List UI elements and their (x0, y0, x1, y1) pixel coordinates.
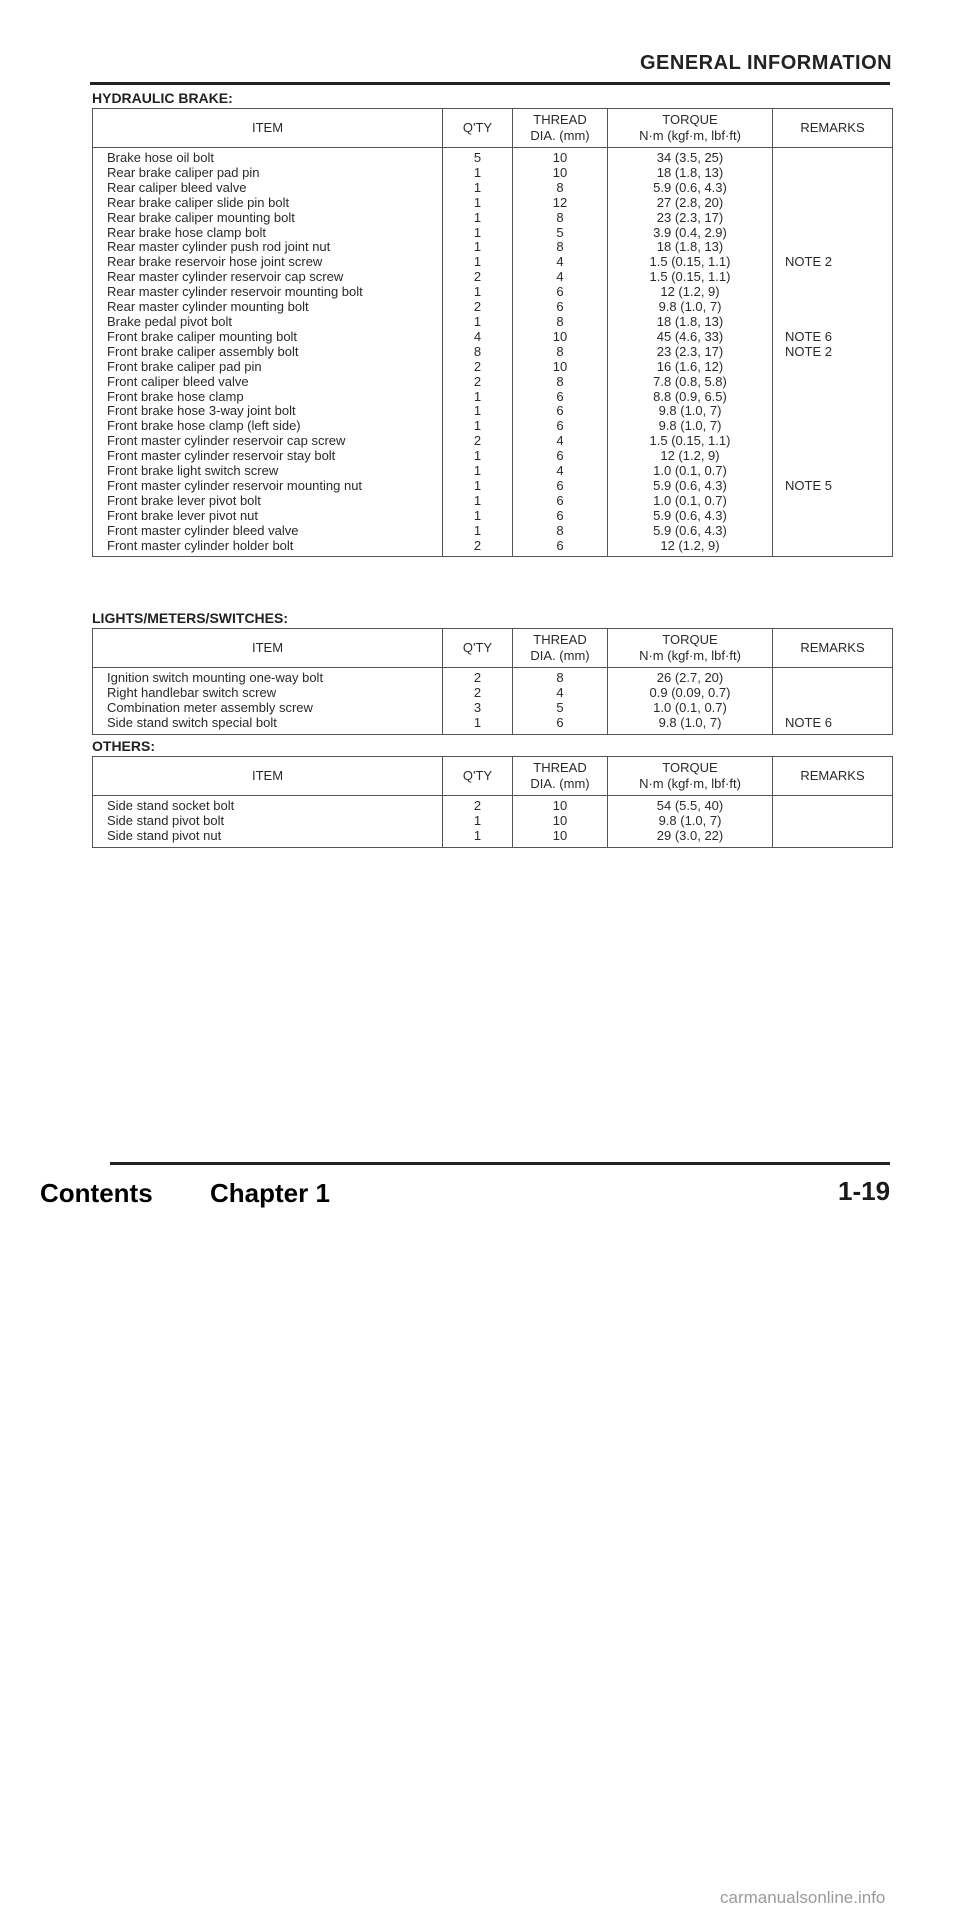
cell-qty: 1 (443, 716, 513, 734)
cell-torque: 9.8 (1.0, 7) (608, 419, 773, 434)
cell-item: Front brake hose clamp (93, 390, 443, 405)
cell-remarks (773, 211, 893, 226)
cell-torque: 1.0 (0.1, 0.7) (608, 701, 773, 716)
cell-thread: 6 (513, 285, 608, 300)
cell-item: Rear brake caliper slide pin bolt (93, 196, 443, 211)
cell-torque: 18 (1.8, 13) (608, 166, 773, 181)
cell-thread: 8 (513, 524, 608, 539)
cell-remarks (773, 360, 893, 375)
cell-torque: 54 (5.5, 40) (608, 796, 773, 814)
table-header (93, 757, 893, 796)
cell-thread: 8 (513, 211, 608, 226)
table-row (93, 255, 893, 270)
table-row (93, 300, 893, 315)
col-header-torque-line2: N·m (kgf·m, lbf·ft) (639, 128, 741, 143)
col-header-item: ITEM (93, 629, 443, 668)
cell-torque: 27 (2.8, 20) (608, 196, 773, 211)
cell-qty: 1 (443, 196, 513, 211)
cell-qty: 1 (443, 464, 513, 479)
site-watermark: carmanualsonline.info (720, 1888, 886, 1907)
cell-thread: 4 (513, 255, 608, 270)
col-header-thread-line2: DIA. (mm) (530, 128, 590, 143)
cell-thread: 8 (513, 181, 608, 196)
header-rule (90, 82, 890, 85)
cell-remarks (773, 796, 893, 814)
table-row (93, 181, 893, 196)
cell-item: Front brake hose clamp (left side) (93, 419, 443, 434)
cell-remarks (773, 240, 893, 255)
cell-remarks (773, 285, 893, 300)
cell-qty: 2 (443, 270, 513, 285)
cell-item: Front master cylinder reservoir mounting nut (93, 479, 443, 494)
cell-item: Side stand switch special bolt (93, 716, 443, 734)
table-row (93, 449, 893, 464)
cell-torque: 5.9 (0.6, 4.3) (608, 181, 773, 196)
cell-torque: 16 (1.6, 12) (608, 360, 773, 375)
table-row (93, 240, 893, 255)
cell-thread: 8 (513, 345, 608, 360)
cell-torque: 3.9 (0.4, 2.9) (608, 226, 773, 241)
cell-remarks (773, 539, 893, 557)
cell-torque: 12 (1.2, 9) (608, 449, 773, 464)
table-row (93, 226, 893, 241)
page-header-title: GENERAL INFORMATION (640, 52, 893, 74)
table-header (93, 109, 893, 148)
cell-qty: 1 (443, 181, 513, 196)
col-header-thread-line1: THREAD (533, 632, 587, 647)
cell-item: Rear brake caliper mounting bolt (93, 211, 443, 226)
cell-thread: 10 (513, 829, 608, 847)
cell-item: Combination meter assembly screw (93, 701, 443, 716)
table-body (93, 148, 893, 557)
cell-torque: 5.9 (0.6, 4.3) (608, 479, 773, 494)
cell-qty: 1 (443, 285, 513, 300)
table-row (93, 345, 893, 360)
cell-torque: 12 (1.2, 9) (608, 539, 773, 557)
cell-thread: 8 (513, 375, 608, 390)
cell-item: Rear master cylinder reservoir mounting bolt (93, 285, 443, 300)
cell-qty: 1 (443, 255, 513, 270)
cell-remarks (773, 829, 893, 847)
col-header-remarks: REMARKS (773, 629, 893, 668)
cell-qty: 1 (443, 404, 513, 419)
cell-thread: 8 (513, 315, 608, 330)
cell-qty: 2 (443, 668, 513, 686)
cell-thread: 10 (513, 330, 608, 345)
cell-qty: 1 (443, 524, 513, 539)
cell-qty: 1 (443, 829, 513, 847)
table-row (93, 701, 893, 716)
cell-torque: 5.9 (0.6, 4.3) (608, 524, 773, 539)
table-row (93, 539, 893, 557)
cell-item: Rear master cylinder reservoir cap screw (93, 270, 443, 285)
cell-torque: 12 (1.2, 9) (608, 285, 773, 300)
cell-qty: 8 (443, 345, 513, 360)
cell-thread: 5 (513, 701, 608, 716)
table-row (93, 668, 893, 686)
col-header-thread (513, 629, 608, 668)
cell-qty: 2 (443, 686, 513, 701)
table-row (93, 166, 893, 181)
cell-thread: 6 (513, 404, 608, 419)
page-number: 1-19 (838, 1176, 891, 1206)
cell-remarks (773, 166, 893, 181)
cell-item: Side stand pivot bolt (93, 814, 443, 829)
cell-torque: 9.8 (1.0, 7) (608, 814, 773, 829)
table-row (93, 829, 893, 847)
col-header-torque-line1: TORQUE (662, 112, 718, 127)
cell-item: Front master cylinder holder bolt (93, 539, 443, 557)
cell-remarks (773, 181, 893, 196)
cell-thread: 6 (513, 300, 608, 315)
cell-item: Front brake hose 3-way joint bolt (93, 404, 443, 419)
table-row (93, 814, 893, 829)
table-row (93, 686, 893, 701)
cell-thread: 6 (513, 449, 608, 464)
cell-remarks (773, 419, 893, 434)
cell-qty: 1 (443, 390, 513, 405)
cell-remarks (773, 270, 893, 285)
cell-item: Side stand pivot nut (93, 829, 443, 847)
table-row (93, 509, 893, 524)
cell-torque: 1.0 (0.1, 0.7) (608, 494, 773, 509)
cell-remarks (773, 375, 893, 390)
cell-torque: 26 (2.7, 20) (608, 668, 773, 686)
table-header (93, 629, 893, 668)
cell-torque: 18 (1.8, 13) (608, 315, 773, 330)
cell-remarks: NOTE 2 (773, 255, 893, 270)
cell-remarks: NOTE 6 (773, 716, 893, 734)
cell-item: Front brake lever pivot bolt (93, 494, 443, 509)
table-row (93, 524, 893, 539)
table-row (93, 419, 893, 434)
cell-torque: 0.9 (0.09, 0.7) (608, 686, 773, 701)
section-label-hydraulic-brake: HYDRAULIC BRAKE: (92, 90, 233, 106)
cell-thread: 6 (513, 494, 608, 509)
cell-torque: 18 (1.8, 13) (608, 240, 773, 255)
table-row (93, 148, 893, 166)
col-header-torque-line2: N·m (kgf·m, lbf·ft) (639, 776, 741, 791)
cell-thread: 4 (513, 270, 608, 285)
cell-remarks (773, 464, 893, 479)
chapter-1-link[interactable]: Chapter 1 (210, 1178, 330, 1208)
cell-item: Rear brake caliper pad pin (93, 166, 443, 181)
col-header-torque-line2: N·m (kgf·m, lbf·ft) (639, 648, 741, 663)
cell-thread: 12 (513, 196, 608, 211)
table-body (93, 796, 893, 848)
cell-thread: 6 (513, 479, 608, 494)
table-row (93, 434, 893, 449)
table-row (93, 211, 893, 226)
cell-thread: 10 (513, 814, 608, 829)
col-header-torque (608, 757, 773, 796)
col-header-torque-line1: TORQUE (662, 632, 718, 647)
cell-qty: 1 (443, 509, 513, 524)
col-header-torque (608, 629, 773, 668)
cell-torque: 29 (3.0, 22) (608, 829, 773, 847)
footer-rule (110, 1162, 890, 1165)
cell-thread: 5 (513, 226, 608, 241)
cell-item: Front master cylinder bleed valve (93, 524, 443, 539)
cell-qty: 1 (443, 240, 513, 255)
cell-qty: 1 (443, 479, 513, 494)
cell-thread: 10 (513, 166, 608, 181)
cell-remarks (773, 686, 893, 701)
col-header-thread (513, 109, 608, 148)
table-row (93, 330, 893, 345)
table-row (93, 285, 893, 300)
cell-remarks (773, 404, 893, 419)
cell-item: Front caliper bleed valve (93, 375, 443, 390)
col-header-remarks: REMARKS (773, 109, 893, 148)
cell-item: Front brake lever pivot nut (93, 509, 443, 524)
cell-torque: 45 (4.6, 33) (608, 330, 773, 345)
cell-thread: 4 (513, 434, 608, 449)
table-row (93, 270, 893, 285)
col-header-qty: Q'TY (443, 629, 513, 668)
contents-link[interactable]: Contents (40, 1178, 153, 1208)
cell-item: Brake pedal pivot bolt (93, 315, 443, 330)
col-header-thread-line2: DIA. (mm) (530, 648, 590, 663)
col-header-thread (513, 757, 608, 796)
col-header-qty: Q'TY (443, 757, 513, 796)
table-row (93, 196, 893, 211)
cell-item: Front brake caliper pad pin (93, 360, 443, 375)
cell-item: Rear caliper bleed valve (93, 181, 443, 196)
cell-item: Brake hose oil bolt (93, 148, 443, 166)
cell-torque: 8.8 (0.9, 6.5) (608, 390, 773, 405)
cell-remarks: NOTE 6 (773, 330, 893, 345)
table-row (93, 315, 893, 330)
col-header-torque-line1: TORQUE (662, 760, 718, 775)
cell-remarks (773, 509, 893, 524)
cell-torque: 9.8 (1.0, 7) (608, 300, 773, 315)
cell-item: Rear master cylinder mounting bolt (93, 300, 443, 315)
cell-qty: 1 (443, 226, 513, 241)
cell-torque: 1.5 (0.15, 1.1) (608, 270, 773, 285)
cell-remarks: NOTE 2 (773, 345, 893, 360)
table-row (93, 360, 893, 375)
cell-qty: 2 (443, 434, 513, 449)
cell-thread: 6 (513, 716, 608, 734)
cell-torque: 5.9 (0.6, 4.3) (608, 509, 773, 524)
cell-item: Right handlebar switch screw (93, 686, 443, 701)
cell-remarks: NOTE 5 (773, 479, 893, 494)
others-table (92, 756, 893, 848)
cell-item: Ignition switch mounting one-way bolt (93, 668, 443, 686)
cell-thread: 4 (513, 464, 608, 479)
section-label-lights-meters-switches: LIGHTS/METERS/SWITCHES: (92, 610, 288, 626)
cell-item: Front master cylinder reservoir cap screw (93, 434, 443, 449)
cell-remarks (773, 390, 893, 405)
cell-thread: 10 (513, 796, 608, 814)
cell-thread: 10 (513, 148, 608, 166)
cell-item: Side stand socket bolt (93, 796, 443, 814)
cell-item: Front master cylinder reservoir stay bolt (93, 449, 443, 464)
cell-torque: 9.8 (1.0, 7) (608, 716, 773, 734)
cell-item: Rear brake reservoir hose joint screw (93, 255, 443, 270)
cell-qty: 1 (443, 494, 513, 509)
cell-torque: 23 (2.3, 17) (608, 345, 773, 360)
cell-torque: 23 (2.3, 17) (608, 211, 773, 226)
table-row (93, 464, 893, 479)
cell-qty: 2 (443, 796, 513, 814)
cell-remarks (773, 315, 893, 330)
cell-thread: 6 (513, 539, 608, 557)
col-header-qty: Q'TY (443, 109, 513, 148)
cell-item: Front brake light switch screw (93, 464, 443, 479)
cell-qty: 2 (443, 360, 513, 375)
col-header-torque (608, 109, 773, 148)
cell-torque: 1.5 (0.15, 1.1) (608, 434, 773, 449)
cell-thread: 8 (513, 240, 608, 255)
cell-item: Rear master cylinder push rod joint nut (93, 240, 443, 255)
cell-qty: 1 (443, 814, 513, 829)
cell-remarks (773, 148, 893, 166)
cell-torque: 1.5 (0.15, 1.1) (608, 255, 773, 270)
cell-qty: 2 (443, 539, 513, 557)
cell-thread: 6 (513, 419, 608, 434)
cell-thread: 6 (513, 390, 608, 405)
table-row (93, 390, 893, 405)
table-body (93, 668, 893, 735)
cell-qty: 1 (443, 449, 513, 464)
table-row (93, 479, 893, 494)
cell-thread: 4 (513, 686, 608, 701)
table-row (93, 796, 893, 814)
cell-remarks (773, 494, 893, 509)
lights-meters-switches-table (92, 628, 893, 735)
table-row (93, 716, 893, 734)
cell-thread: 8 (513, 668, 608, 686)
col-header-item: ITEM (93, 109, 443, 148)
table-row (93, 494, 893, 509)
cell-remarks (773, 300, 893, 315)
cell-thread: 10 (513, 360, 608, 375)
cell-torque: 1.0 (0.1, 0.7) (608, 464, 773, 479)
cell-qty: 4 (443, 330, 513, 345)
cell-qty: 5 (443, 148, 513, 166)
cell-torque: 9.8 (1.0, 7) (608, 404, 773, 419)
cell-torque: 7.8 (0.8, 5.8) (608, 375, 773, 390)
cell-qty: 1 (443, 419, 513, 434)
cell-remarks (773, 814, 893, 829)
cell-remarks (773, 196, 893, 211)
hydraulic-brake-table (92, 108, 893, 557)
cell-item: Front brake caliper assembly bolt (93, 345, 443, 360)
cell-qty: 2 (443, 375, 513, 390)
section-label-others: OTHERS: (92, 738, 155, 754)
cell-remarks (773, 434, 893, 449)
col-header-item: ITEM (93, 757, 443, 796)
cell-remarks (773, 524, 893, 539)
cell-qty: 1 (443, 211, 513, 226)
cell-qty: 1 (443, 166, 513, 181)
cell-qty: 3 (443, 701, 513, 716)
table-row (93, 404, 893, 419)
col-header-thread-line2: DIA. (mm) (530, 776, 590, 791)
cell-remarks (773, 701, 893, 716)
cell-qty: 1 (443, 315, 513, 330)
cell-remarks (773, 668, 893, 686)
cell-torque: 34 (3.5, 25) (608, 148, 773, 166)
col-header-thread-line1: THREAD (533, 760, 587, 775)
cell-qty: 2 (443, 300, 513, 315)
cell-item: Front brake caliper mounting bolt (93, 330, 443, 345)
cell-remarks (773, 226, 893, 241)
table-row (93, 375, 893, 390)
col-header-remarks: REMARKS (773, 757, 893, 796)
cell-remarks (773, 449, 893, 464)
cell-item: Rear brake hose clamp bolt (93, 226, 443, 241)
col-header-thread-line1: THREAD (533, 112, 587, 127)
cell-thread: 6 (513, 509, 608, 524)
